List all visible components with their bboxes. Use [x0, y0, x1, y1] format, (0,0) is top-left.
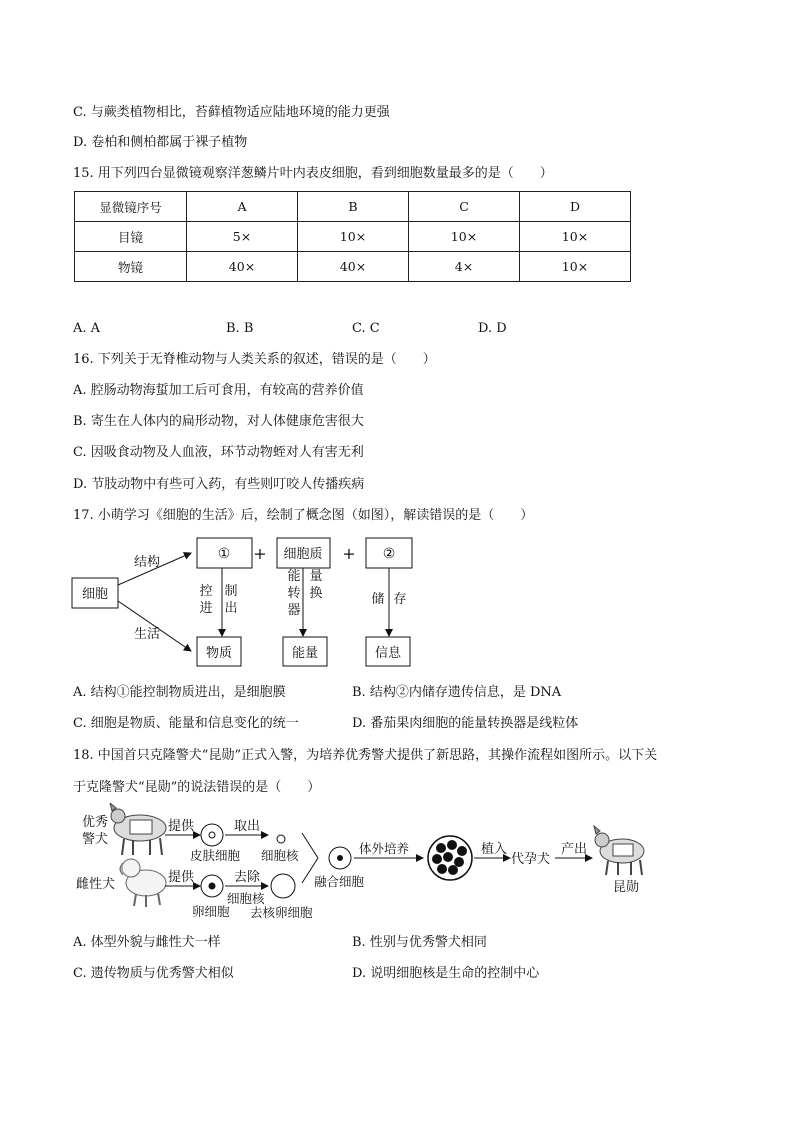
kunxun-label: 昆勋 — [613, 880, 640, 895]
life-label: 生活 — [134, 627, 161, 642]
plus-sign: + — [342, 544, 356, 563]
nucleus-label: 细胞核 — [261, 848, 299, 863]
energy-char: 量 — [309, 569, 323, 584]
energy-char: 能 — [287, 569, 301, 584]
q17-option-a: A. 结构①能控制物质进出，是细胞膜 — [73, 685, 286, 700]
q15-option-a: A. A — [73, 321, 101, 336]
control-char: 制 — [224, 584, 238, 599]
provide-label-1: 提供 — [168, 819, 195, 834]
q18-option-c: C. 遗传物质与优秀警犬相似 — [73, 966, 234, 981]
skin-cell-label: 皮肤细胞 — [190, 848, 241, 863]
table-header-cell: C — [409, 192, 520, 222]
structure-label: 结构 — [134, 555, 161, 570]
table-header-cell: B — [298, 192, 409, 222]
energy-char: 换 — [309, 586, 323, 601]
q16-stem: 16. 下列关于无脊椎动物与人类关系的叙述，错误的是（ ） — [73, 352, 436, 367]
remove-nucleus-label: 细胞核 — [227, 891, 265, 906]
q17-stem: 17. 小萌学习《细胞的生活》后，绘制了概念图（如图），解读错误的是（ ） — [73, 508, 534, 523]
nucleus-icon — [277, 835, 285, 843]
q15-option-c: C. C — [352, 321, 380, 336]
implant-label: 植入 — [481, 842, 508, 857]
q18-stem-line-2: 于克隆警犬“昆勋”的说法错误的是（ ） — [73, 780, 321, 795]
box-2-label: ② — [382, 546, 396, 562]
table-row — [75, 192, 631, 222]
energy-char: 器 — [287, 603, 301, 618]
q16-option-a: A. 腔肠动物海蜇加工后可食用，有较高的营养价值 — [73, 383, 364, 398]
q14-option-c: C. 与蕨类植物相比，苔藓植物适应陆地环境的能力更强 — [73, 105, 390, 120]
q17-option-c: C. 细胞是物质、能量和信息变化的统一 — [73, 716, 299, 731]
table-cell: 4× — [409, 252, 520, 282]
table-cell: 目镜 — [75, 222, 187, 252]
store-char: 储 — [371, 592, 385, 607]
fused-cell-label: 融合细胞 — [314, 874, 365, 889]
police-dog-image — [110, 803, 166, 855]
information-label: 信息 — [374, 646, 402, 661]
q17-option-b: B. 结构②内储存遗传信息，是 DNA — [352, 685, 562, 700]
cell-concept-diagram — [0, 533, 794, 673]
table-header-cell: A — [187, 192, 298, 222]
store-char: 存 — [393, 592, 407, 607]
birth-label: 产出 — [561, 842, 588, 857]
table-cell: 10× — [298, 222, 409, 252]
q16-option-d: D. 节肢动物中有些可入药，有些则叮咬人传播疾病 — [73, 477, 365, 492]
q16-option-b: B. 寄生在人体内的扁形动物，对人体健康危害很大 — [73, 414, 364, 429]
q18-option-d: D. 说明细胞核是生命的控制中心 — [352, 966, 540, 981]
table-row — [75, 252, 631, 282]
matter-label: 物质 — [205, 646, 233, 661]
table-header-cell: D — [520, 192, 631, 222]
table-header-cell: 显微镜序号 — [75, 192, 187, 222]
energy-label: 能量 — [291, 646, 319, 661]
q18-option-b: B. 性别与优秀警犬相同 — [352, 935, 487, 950]
q17-option-d: D. 番茄果肉细胞的能量转换器是线粒体 — [352, 716, 579, 731]
table-cell: 40× — [298, 252, 409, 282]
microscope-table — [74, 191, 631, 282]
control-char: 进 — [199, 601, 213, 616]
energy-char: 转 — [287, 586, 301, 601]
plus-sign: + — [253, 544, 267, 563]
box-1-label: ① — [217, 546, 231, 562]
cloned-dog-image — [594, 826, 644, 875]
table-cell: 5× — [187, 222, 298, 252]
dog1-label-line1: 优秀 — [82, 815, 109, 830]
enucleated-egg-icon — [271, 874, 295, 898]
take-out-label: 取出 — [234, 819, 261, 834]
provide-label-2: 提供 — [168, 870, 195, 885]
table-cell: 10× — [409, 222, 520, 252]
culture-label: 体外培养 — [359, 841, 410, 856]
cloning-process-diagram — [0, 803, 794, 928]
egg-cell-label: 卵细胞 — [192, 904, 230, 919]
dog1-label-line2: 警犬 — [82, 832, 109, 847]
female-dog-image — [120, 859, 166, 907]
embryo-icon — [428, 836, 472, 880]
table-row — [75, 222, 631, 252]
table-cell: 10× — [520, 252, 631, 282]
table-cell: 40× — [187, 252, 298, 282]
control-char: 控 — [199, 584, 213, 599]
cell-label: 细胞 — [81, 587, 109, 602]
table-cell: 10× — [520, 222, 631, 252]
q14-option-d: D. 卷柏和侧柏都属于裸子植物 — [73, 135, 248, 150]
q16-option-c: C. 因吸食动物及人血液，环节动物蛭对人有害无利 — [73, 445, 364, 460]
enucleated-egg-label: 去核卵细胞 — [250, 905, 313, 920]
table-cell: 物镜 — [75, 252, 187, 282]
skin-cell-icon — [201, 824, 223, 846]
life-arrow — [118, 601, 191, 651]
surrogate-label: 代孕犬 — [511, 852, 551, 867]
q18-stem-line-1: 18. 中国首只克隆警犬“昆勋”正式入警，为培养优秀警犬提供了新思路，其操作流程如图所示。以下关 — [73, 748, 658, 763]
q15-stem: 15. 用下列四台显微镜观察洋葱鳞片叶内表皮细胞，看到细胞数量最多的是（ ） — [73, 166, 553, 181]
q15-option-d: D. D — [478, 321, 507, 336]
remove-label: 去除 — [234, 870, 261, 885]
control-char: 出 — [224, 601, 238, 616]
female-dog-label: 雌性犬 — [76, 877, 116, 892]
q18-option-a: A. 体型外貌与雌性犬一样 — [73, 935, 221, 950]
cytoplasm-label: 细胞质 — [283, 547, 323, 562]
q15-option-b: B. B — [226, 321, 254, 336]
